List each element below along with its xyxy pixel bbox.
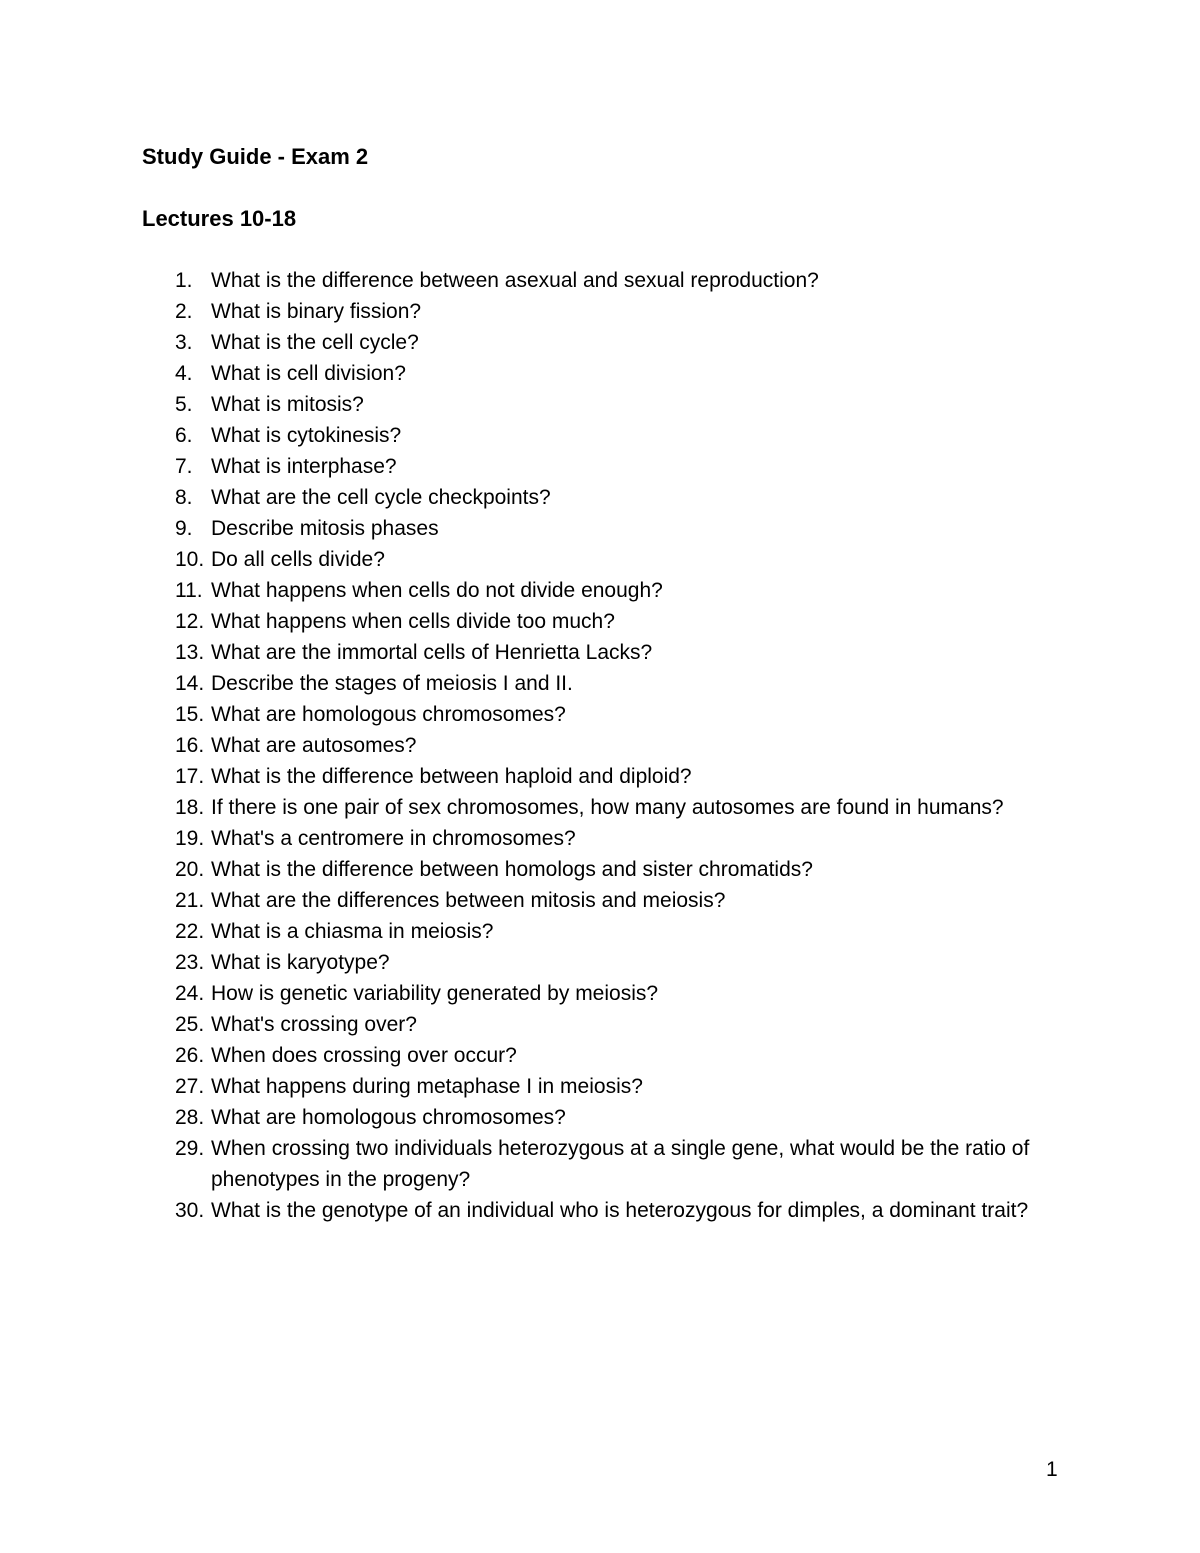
question-text: What is cytokinesis? <box>211 424 402 447</box>
question-number: 14. <box>175 672 205 695</box>
question-item <box>0 699 1200 730</box>
question-text: What are autosomes? <box>211 734 417 757</box>
question-item <box>0 1195 1200 1226</box>
question-item <box>0 265 1200 296</box>
question-number: 30. <box>175 1199 205 1222</box>
document-subtitle: Lectures 10-18 <box>142 206 297 231</box>
question-number: 24. <box>175 982 205 1005</box>
question-text: What is cell division? <box>211 362 406 385</box>
question-number: 16. <box>175 734 205 757</box>
question-text: What is mitosis? <box>211 393 364 416</box>
question-number: 11. <box>175 579 203 602</box>
question-number: 19. <box>175 827 205 850</box>
question-number: 21. <box>175 889 205 912</box>
question-text: What is the difference between homologs and sister chromatids? <box>211 858 813 881</box>
question-number: 1. <box>175 269 193 292</box>
question-text: What happens when cells do not divide enough? <box>211 579 663 602</box>
question-number: 3. <box>175 331 193 354</box>
question-number: 2. <box>175 300 193 323</box>
question-item <box>0 761 1200 792</box>
question-text: What are homologous chromosomes? <box>211 703 566 726</box>
question-text: Do all cells divide? <box>211 548 385 571</box>
question-number: 28. <box>175 1106 205 1129</box>
question-item <box>0 792 1200 823</box>
question-list <box>0 265 1200 1226</box>
question-item <box>0 606 1200 637</box>
question-text: What is the difference between haploid and diploid? <box>211 765 692 788</box>
question-text: What's crossing over? <box>211 1013 417 1036</box>
question-number: 4. <box>175 362 193 385</box>
question-text: How is genetic variability generated by meiosis? <box>211 982 659 1005</box>
question-number: 8. <box>175 486 193 509</box>
question-item <box>0 389 1200 420</box>
page-number: 1 <box>1046 1458 1058 1481</box>
question-text: What are the differences between mitosis and meiosis? <box>211 889 726 912</box>
document-title: Study Guide - Exam 2 <box>142 144 369 169</box>
question-text: What is the cell cycle? <box>211 331 419 354</box>
question-number: 20. <box>175 858 205 881</box>
question-text: What are the immortal cells of Henrietta Lacks? <box>211 641 653 664</box>
question-text: What are homologous chromosomes? <box>211 1106 566 1129</box>
question-number: 12. <box>175 610 205 633</box>
question-number: 9. <box>175 517 193 540</box>
question-text: What is interphase? <box>211 455 397 478</box>
question-number: 18. <box>175 796 205 819</box>
question-item <box>0 1071 1200 1102</box>
question-number: 17. <box>175 765 205 788</box>
question-item <box>0 358 1200 389</box>
question-text: Describe the stages of meiosis I and II. <box>211 672 573 695</box>
question-text: What is a chiasma in meiosis? <box>211 920 494 943</box>
question-text: What is the difference between asexual and sexual reproduction? <box>211 269 819 292</box>
question-item <box>0 513 1200 544</box>
question-number: 29. <box>175 1137 205 1160</box>
question-item <box>0 451 1200 482</box>
question-text: What is the genotype of an individual who is heterozygous for dimples, a dominant trait? <box>211 1199 1029 1222</box>
question-number: 22. <box>175 920 205 943</box>
question-number: 27. <box>175 1075 205 1098</box>
question-item <box>0 482 1200 513</box>
question-item <box>0 1040 1200 1071</box>
question-text: What are the cell cycle checkpoints? <box>211 486 551 509</box>
question-number: 26. <box>175 1044 205 1067</box>
question-item <box>0 978 1200 1009</box>
question-item <box>0 947 1200 978</box>
question-item <box>0 668 1200 699</box>
question-text: If there is one pair of sex chromosomes, how many autosomes are found in humans? <box>211 796 1004 819</box>
question-number: 5. <box>175 393 193 416</box>
question-item <box>0 854 1200 885</box>
question-item <box>0 296 1200 327</box>
question-number: 13. <box>175 641 205 664</box>
question-number: 15. <box>175 703 205 726</box>
question-item <box>0 327 1200 358</box>
question-text: What is karyotype? <box>211 951 390 974</box>
question-text: Describe mitosis phases <box>211 517 439 540</box>
question-item <box>0 885 1200 916</box>
question-item <box>0 1133 1200 1195</box>
question-item <box>0 1102 1200 1133</box>
question-number: 23. <box>175 951 205 974</box>
question-item <box>0 1009 1200 1040</box>
question-number: 25. <box>175 1013 205 1036</box>
question-item <box>0 637 1200 668</box>
question-number: 6. <box>175 424 193 447</box>
question-item <box>0 575 1200 606</box>
question-item <box>0 420 1200 451</box>
question-text: What happens during metaphase I in meiosis? <box>211 1075 643 1098</box>
question-text: When crossing two individuals heterozygous at a single gene, what would be the ratio of phenotypes in the progeny? <box>211 1137 1030 1191</box>
question-item <box>0 823 1200 854</box>
question-item <box>0 544 1200 575</box>
question-item <box>0 916 1200 947</box>
question-text: What happens when cells divide too much? <box>211 610 615 633</box>
question-item <box>0 730 1200 761</box>
question-number: 10. <box>175 548 205 571</box>
question-number: 7. <box>175 455 193 478</box>
question-text: When does crossing over occur? <box>211 1044 517 1067</box>
question-text: What's a centromere in chromosomes? <box>211 827 576 850</box>
question-text: What is binary fission? <box>211 300 422 323</box>
